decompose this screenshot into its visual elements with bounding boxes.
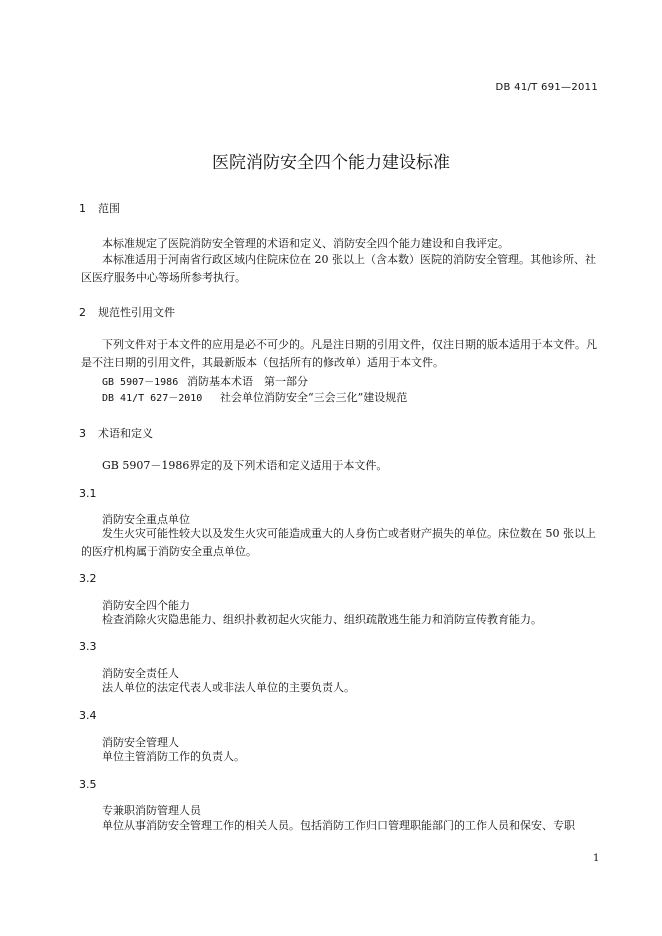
term-heading: 消防安全重点单位 — [102, 513, 190, 526]
term-definition: 法人单位的法定代表人或非法人单位的主要负责人。 — [102, 681, 355, 694]
section-heading-scope — [79, 200, 120, 216]
terms-intro-paragraph: GB 5907－1986界定的及下列术语和定义适用于本文件。 — [102, 459, 388, 472]
document-title: 医院消防安全四个能力建设标准 — [212, 153, 450, 173]
term-definition: 发生火灾可能性较大以及发生火灾可能造成重大的人身伤亡或者财产损失的单位。床位数在 50 张以上的医疗机构属于消防安全重点单位。 — [81, 527, 596, 558]
page-number: 1 — [593, 853, 600, 864]
section-title: 规范性引用文件 — [98, 306, 175, 319]
term-heading: 专兼职消防管理人员 — [102, 804, 201, 817]
section-heading-normative-references — [79, 304, 175, 320]
reference-title: 社会单位消防安全“三会三化”建设规范 — [220, 391, 408, 404]
term-number: 3.2 — [79, 572, 97, 585]
term-heading: 消防安全管理人 — [102, 736, 179, 749]
term-number: 3.1 — [79, 487, 97, 500]
term-number: 3.5 — [79, 778, 97, 791]
term-definition: 单位主管消防工作的负责人。 — [102, 750, 245, 763]
reference-title: 消防基本术语 第一部分 — [187, 375, 308, 388]
scope-paragraph-2: 本标准适用于河南省行政区域内住院床位在 20 张以上（含本数）医院的消防安全管理。其他诊所、社区医疗服务中心等场所参考执行。 — [81, 253, 596, 284]
document-number: DB 41/T 691—2011 — [495, 82, 598, 93]
term-definition: 检查消除火灾隐患能力、组织扑救初起火灾能力、组织疏散逃生能力和消防宣传教育能力。 — [102, 613, 542, 626]
term-heading: 消防安全责任人 — [102, 667, 179, 680]
section-number: 1 — [79, 202, 86, 215]
section-heading-terms-definitions — [79, 425, 153, 441]
term-heading: 消防安全四个能力 — [102, 599, 190, 612]
section-title: 范围 — [98, 202, 120, 215]
section-title: 术语和定义 — [98, 427, 153, 440]
section-number: 3 — [79, 427, 86, 440]
reference-code: GB 5907－1986 — [102, 377, 179, 388]
references-intro-paragraph: 下列文件对于本文件的应用是必不可少的。凡是注日期的引用文件，仅注日期的版本适用于本文件。凡是不注日期的引用文件，其最新版本（包括所有的修改单）适用于本文件。 — [81, 338, 597, 369]
section-number: 2 — [79, 306, 86, 319]
term-number: 3.3 — [79, 640, 97, 653]
term-definition: 单位从事消防安全管理工作的相关人员。包括消防工作归口管理职能部门的工作人员和保安、专职 — [102, 819, 575, 832]
reference-code: DB 41/T 627－2010 — [102, 393, 203, 404]
reference-item — [102, 373, 308, 389]
scope-paragraph-1: 本标准规定了医院消防安全管理的术语和定义、消防安全四个能力建设和自我评定。 — [102, 237, 509, 250]
term-number: 3.4 — [79, 709, 97, 722]
reference-item — [102, 389, 407, 405]
